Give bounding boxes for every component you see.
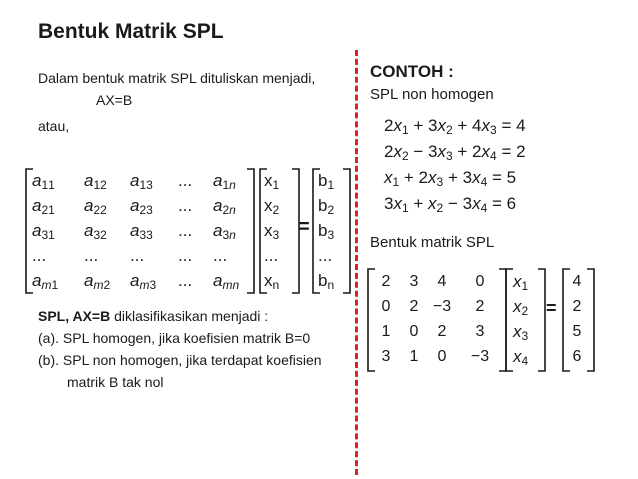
coef-entry: 3	[475, 323, 485, 340]
matrix-a-entry: $a_{23}$	[130, 196, 153, 217]
matrix-a-entry: $a_{21}$	[32, 196, 55, 217]
classification-item-b-line2: matrik B tak nol	[67, 374, 164, 390]
matrix-a-entry: $a_{13}$	[130, 171, 153, 192]
matrix-a-entry: $a_{32}$	[84, 221, 107, 242]
matrix-a-entry: $a_{m3}$	[130, 271, 157, 292]
vector-x-bracket-right	[289, 168, 301, 294]
vector-b-entry: $b_n$	[318, 271, 335, 292]
intro-line-2: AX=B	[96, 92, 133, 108]
matrix-a-entry: $a_{22}$	[84, 196, 107, 217]
matrix-a-entry: ...	[178, 171, 193, 190]
classification-rest: diklasifikasikan menjadi :	[110, 308, 269, 324]
coef-entry: 3	[381, 348, 391, 365]
coef-entry: 2	[409, 298, 419, 315]
coef-entry: −3	[432, 298, 452, 315]
classification-bold: SPL, AX=B	[38, 308, 111, 324]
intro-line-1: Dalam bentuk matrik SPL dituliskan menjadi,	[38, 70, 316, 86]
matrix-a-entry: ...	[178, 271, 193, 290]
vector-x-bracket-left	[258, 168, 270, 294]
equation-line: $x_1 + 2x_3 + 3x_4 = 5$	[384, 168, 517, 189]
matrix-a-entry: $a_{11}$	[32, 171, 55, 192]
matrix-a-entry: $a_{2n}$	[213, 196, 236, 217]
rhs-bracket-right	[584, 268, 596, 372]
vector-x-entry: $x_2$	[264, 196, 280, 217]
classification-intro	[38, 308, 268, 324]
coef-entry: 1	[381, 323, 391, 340]
coef-bracket-left	[366, 268, 378, 372]
variable-entry: $x_4$	[513, 347, 529, 368]
variable-entry: $x_1$	[513, 272, 529, 293]
coef-entry: −3	[470, 348, 490, 365]
classification-item-a: (a). SPL homogen, jika koefisien matrik B=0	[38, 330, 311, 346]
example-heading: CONTOH :	[370, 62, 454, 81]
matrix-a-entry: $a_{12}$	[84, 171, 107, 192]
matrix-a-entry: ...	[130, 246, 145, 265]
vector-x-entry: $x_3$	[264, 221, 280, 242]
coef-entry: 0	[381, 298, 391, 315]
matrix-a-entry: $a_{3n}$	[213, 221, 236, 242]
matrix-a-entry: ...	[178, 221, 193, 240]
equation-line: $2x_2 - 3x_3 + 2x_4 = 2$	[384, 142, 526, 163]
rhs-entry: 5	[572, 323, 582, 340]
matrix-a-entry: $a_{1n}$	[213, 171, 236, 192]
equation-line: $2x_1 + 3x_2 + 4x_3 = 4$	[384, 116, 526, 137]
vector-x-entry: ...	[264, 246, 279, 265]
matrix-a-entry: $a_{31}$	[32, 221, 55, 242]
matrix-a-entry: ...	[32, 246, 47, 265]
rhs-bracket-left	[561, 268, 573, 372]
matrix-a-entry: $a_{m1}$	[32, 271, 59, 292]
vector-b-entry: ...	[318, 246, 333, 265]
section-divider	[355, 50, 358, 475]
matrix-a-bracket-right	[244, 168, 256, 294]
matrix-a-entry: ...	[178, 196, 193, 215]
example-equals-sign: =	[546, 298, 557, 318]
vector-b-entry: $b_3$	[318, 221, 335, 242]
rhs-entry: 2	[572, 298, 582, 315]
slide-title: Bentuk Matrik SPL	[38, 20, 224, 43]
coef-entry: 0	[475, 273, 485, 290]
equals-sign: =	[298, 216, 310, 238]
vector-b-bracket-left	[311, 168, 323, 294]
matrix-a-entry: $a_{m2}$	[84, 271, 111, 292]
coef-entry: 1	[409, 348, 419, 365]
variable-entry: $x_2$	[513, 297, 529, 318]
rhs-entry: 6	[572, 348, 582, 365]
matrix-a-entry: ...	[178, 246, 193, 265]
equation-line: $3x_1 + x_2 - 3x_4 = 6$	[384, 194, 517, 215]
intro-line-3: atau,	[38, 118, 70, 134]
matrix-a-entry: $a_{33}$	[130, 221, 153, 242]
coef-entry: 4	[437, 273, 447, 290]
vector-b-entry: $b_2$	[318, 196, 335, 217]
vector-b-entry: $b_1$	[318, 171, 335, 192]
rhs-entry: 4	[572, 273, 582, 290]
matrix-a-entry: $a_{mn}$	[213, 271, 240, 292]
coef-entry: 0	[409, 323, 419, 340]
matrix-a-entry: ...	[84, 246, 99, 265]
matrix-a-entry: ...	[213, 246, 228, 265]
classification-item-b-line1: (b). SPL non homogen, jika terdapat koefisien	[38, 352, 322, 368]
matrix-a-bracket-left	[24, 168, 36, 294]
matrix-form-label: Bentuk matrik SPL	[370, 234, 495, 251]
vars-bracket-left	[504, 268, 516, 372]
coef-entry: 0	[437, 348, 447, 365]
coef-entry: 3	[409, 273, 419, 290]
variable-entry: $x_3$	[513, 322, 529, 343]
coef-entry: 2	[437, 323, 447, 340]
coef-entry: 2	[381, 273, 391, 290]
vars-bracket-right	[535, 268, 547, 372]
vector-x-entry: $x_n$	[264, 271, 280, 292]
vector-b-bracket-right	[340, 168, 352, 294]
vector-x-entry: $x_1$	[264, 171, 280, 192]
coef-entry: 2	[475, 298, 485, 315]
example-subheading: SPL non homogen	[370, 86, 494, 103]
